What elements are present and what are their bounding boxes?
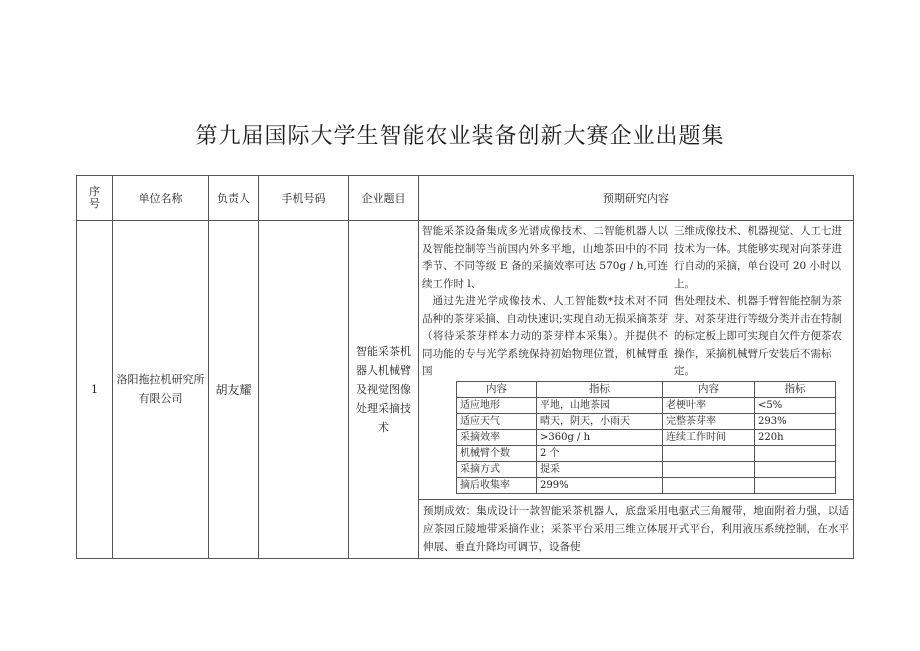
spec-cell: 适应天气 (457, 413, 537, 429)
spec-header-cell: 内容 (663, 381, 755, 397)
spec-header-row (457, 381, 836, 397)
spec-cell: 2 个 (537, 445, 663, 461)
row-phone (259, 221, 349, 559)
right-paragraph-2: 售处理技术、机器手臂智能控制为茶芽、对茶芽进行等级分类并击在特制的标定板上即可实现自欠件方便茶农操作，采摘机械臂斤安装后不需标定。 (674, 295, 842, 377)
spec-cell: 平地，山地茶园 (537, 397, 663, 413)
spec-cell: 适应地形 (457, 397, 537, 413)
spec-cell: <5% (755, 397, 836, 413)
header-topic: 企业题目 (349, 176, 419, 221)
spec-cell (755, 461, 836, 477)
table-row (77, 221, 854, 559)
spec-table (456, 381, 836, 494)
spec-cell (755, 477, 836, 493)
row-person: 胡友耀 (209, 221, 259, 559)
spec-cell: 采摘效率 (457, 429, 537, 445)
content-right-column (670, 221, 853, 381)
spec-cell: 完整茶芽率 (663, 413, 755, 429)
spec-header-cell: 指标 (537, 381, 663, 397)
header-seq: 序号 (77, 176, 113, 221)
spec-cell (663, 445, 755, 461)
spec-cell: 提采 (537, 461, 663, 477)
spec-cell: 晴天，阴天，小雨天 (537, 413, 663, 429)
spec-cell: 机械臂个数 (457, 445, 537, 461)
row-seq: 1 (77, 221, 113, 559)
left-paragraph-1: 智能采茶设备集成多光谱成像技术、二智能机器人以及智能控制等当前国内外多平地，山地茶田中的不同季节、不同等级 E 备的采摘效率可达 570g / h,可连续工作时 l、 (422, 225, 668, 290)
spec-row (457, 461, 836, 477)
row-unit: 洛阳拖拉机研究所有限公司 (113, 221, 209, 559)
header-person: 负责人 (209, 176, 259, 221)
spec-cell: 采摘方式 (457, 461, 537, 477)
spec-cell: 299% (537, 477, 663, 493)
spec-cell: 老梗叶率 (663, 397, 755, 413)
table-header-row (77, 176, 854, 221)
row-content (419, 221, 854, 559)
right-paragraph-1: 三维成像技术、机器视觉、人工七进技术为一体。其能够实现对向茶芽进行自动的采摘，单台设可 20 小时以上。 (674, 225, 842, 290)
header-phone: 手机号码 (259, 176, 349, 221)
row-topic: 智能采茶机器人机械臂及视觉图像处理采摘技术 (349, 221, 419, 559)
spec-row (457, 397, 836, 413)
spec-cell: 摘后收集率 (457, 477, 537, 493)
spec-cell: 293% (755, 413, 836, 429)
spec-cell: >360g / h (537, 429, 663, 445)
outcome-text: 预期成效：集成设计一款智能采茶机器人，底盘采用电驱式三角履带，地面附着力强，以适应茶园丘陵地带采摘作业；采茶平台采用三维立体展开式平台，利用液压系统控制，在水平伸展、垂直升降均可调节，设备使 (423, 504, 849, 553)
left-paragraph-2: 通过先进光学成像技术、人工智能数*技术对不同品种的茶芽采摘、自动快速识;实现自动无损采摘茶芽（将待采茶芽样本力动的茶芽样本采集）。并提供不同功能的专与光学系统保持初始物理位置，机械臂重国 (422, 295, 668, 377)
content-left-column (419, 221, 670, 381)
topic-table (76, 175, 854, 559)
page-title: 第九届国际大学生智能农业装备创新大赛企业出题集 (195, 124, 725, 149)
spec-cell: 连续工作时间 (663, 429, 755, 445)
spec-cell (663, 477, 755, 493)
spec-cell (755, 445, 836, 461)
spec-header-cell: 指标 (755, 381, 836, 397)
spec-row (457, 413, 836, 429)
spec-cell (663, 461, 755, 477)
spec-row (457, 429, 836, 445)
spec-cell: 220h (755, 429, 836, 445)
spec-row (457, 477, 836, 493)
spec-header-cell: 内容 (457, 381, 537, 397)
spec-row (457, 445, 836, 461)
header-unit: 单位名称 (113, 176, 209, 221)
expected-outcome (419, 499, 853, 558)
header-content: 预期研究内容 (419, 176, 854, 221)
